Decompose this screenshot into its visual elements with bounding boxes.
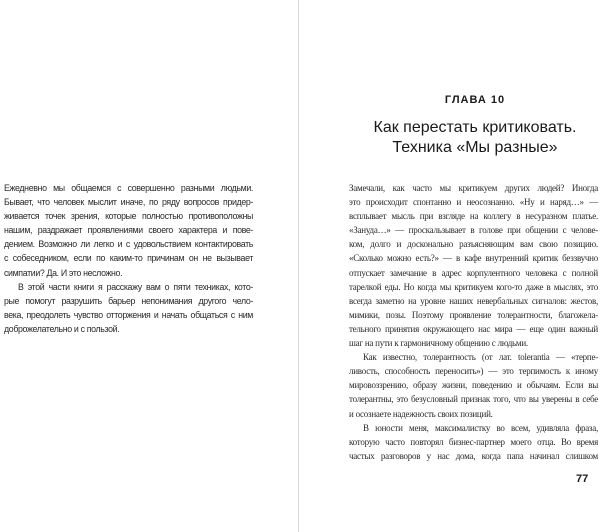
text-line: тарелкой еды. Но когда мы критикуем кого-то даже в мыслях, это xyxy=(349,281,598,292)
text-line: и осознаете надежность своих позиций. xyxy=(349,408,493,419)
text-line: мимики, позы. Поэтому проявление толерантности, благожела- xyxy=(349,309,598,320)
text-line: рые помогут разрушить барьер непонимания другого чело- xyxy=(4,295,253,306)
page-gutter xyxy=(298,0,299,532)
text-line: это происходит спонтанно и неосознанно. «Ну и наряд…» — xyxy=(349,197,598,208)
chapter-title-line: Как перестать критиковать. xyxy=(373,119,577,136)
chapter-title xyxy=(350,118,600,158)
text-line: шаг на пути к гармоничному общению с людьми. xyxy=(349,338,528,349)
left-page-text xyxy=(4,181,253,336)
text-line: с собеседником, если по каким-то причинам он не вызывает xyxy=(4,253,253,264)
text-line: «Сколько можно есть?» — в кафе внутренний критик беззвучно xyxy=(349,253,598,264)
text-line: Бывает, что человек мыслит иначе, по ряду вопросов придер- xyxy=(4,197,253,208)
text-line: «Зануда…» — проскальзывает в голове при общении с челове- xyxy=(349,225,598,236)
chapter-title-line: Техника «Мы разные» xyxy=(392,139,558,156)
text-line: толерантны, это безусловный признак того, что вы уверены в себе xyxy=(349,394,598,405)
page-number: 77 xyxy=(576,473,589,485)
text-line: частых разговоров у нас дома, когда папа начинал слишком xyxy=(349,450,598,461)
text-line: которую часто повторял бизнес-партнер моего отца. Во время xyxy=(349,436,598,447)
right-page-text xyxy=(349,181,598,463)
text-line: ком, долго и досконально разъясняющим вам свою позицию. xyxy=(349,239,598,250)
text-line: мировоззрению, образу жизни, поведению и обычаям. Если вы xyxy=(349,380,598,391)
text-line: доброжелательно и с пользой. xyxy=(4,323,120,334)
text-line: нашим, раздражает проявлениями своего характера и пове- xyxy=(4,225,253,236)
text-line: всплывает мысль при взгляде на коллегу в несуразном платье. xyxy=(349,211,598,222)
text-line: века, преодолеть чувство отторжения и начать общаться с ним xyxy=(4,309,253,320)
chapter-label: ГЛАВА 10 xyxy=(444,94,506,106)
text-line: Как известно, толерантность (от лат. tolerantia — «терпе- xyxy=(363,352,598,363)
text-line: всегда заметно на уровне наших невербальных сигналов: жестов, xyxy=(349,295,598,306)
text-line: отпускает замечание в адрес корпулентного человека с полной xyxy=(349,267,598,278)
text-line: тельного принятия окружающего нас мира — еще один важный xyxy=(349,323,598,334)
text-line: Ежедневно мы общаемся с совершенно разными людьми. xyxy=(4,183,253,193)
text-line: В этой части книги я расскажу вам о пяти техниках, кото- xyxy=(18,281,253,292)
text-line: живается точек зрения, которые полностью противоположны xyxy=(4,211,253,222)
text-line: дением. Возможно ли легко и с удовольствием контактировать xyxy=(4,239,253,250)
text-line: ливость, способность переносить») — это терпимость к иному xyxy=(349,366,598,377)
text-line: симпатии? Да. И это несложно. xyxy=(4,267,123,278)
text-line: Замечали, как часто мы критикуем других людей? Иногда xyxy=(349,183,598,193)
text-line: В юности меня, максималистку во всем, удивляла фраза, xyxy=(363,422,598,433)
